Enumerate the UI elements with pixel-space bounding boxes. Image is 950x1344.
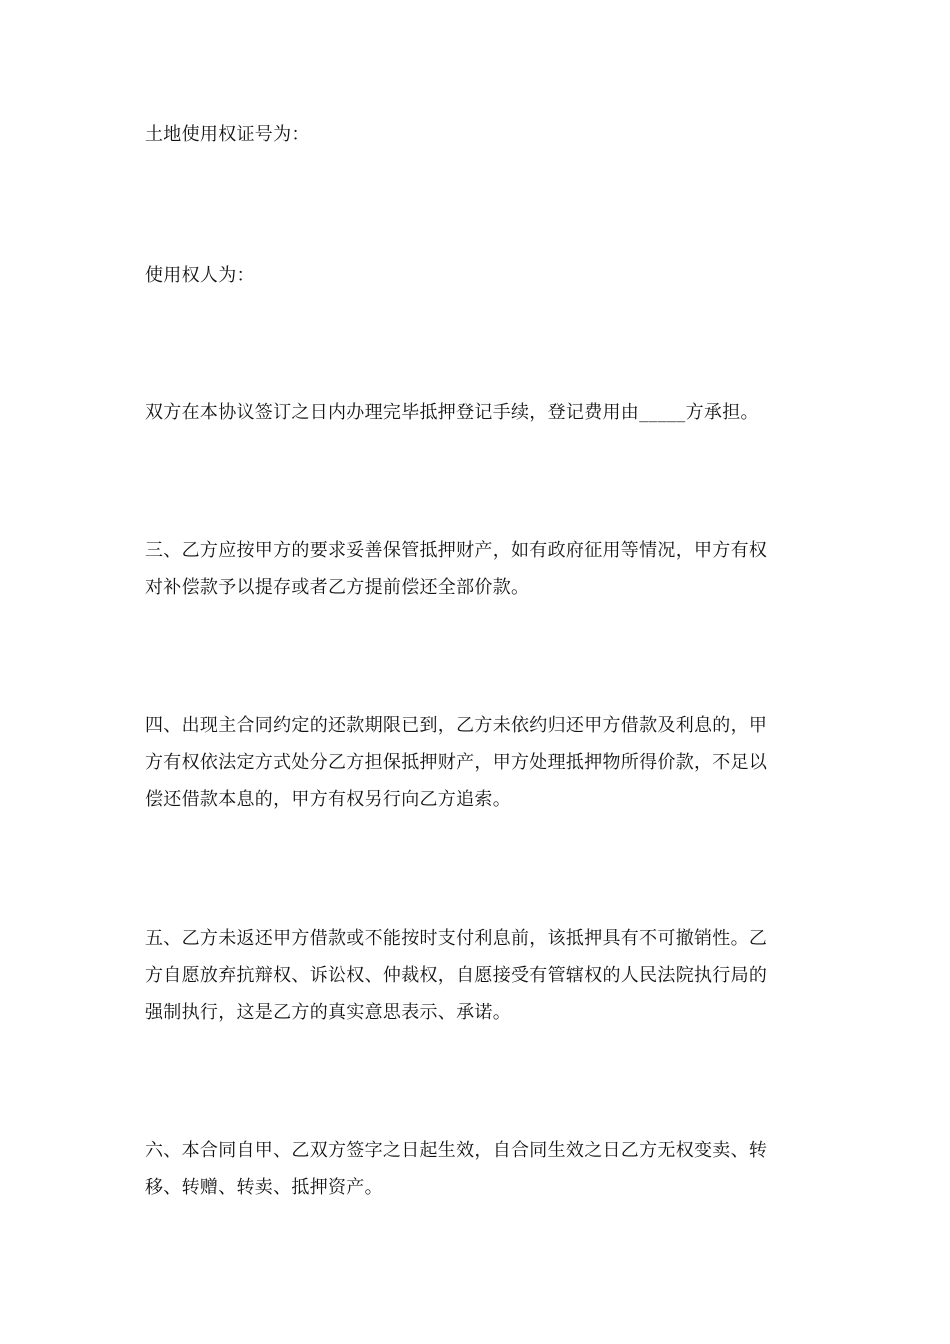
clause-four xyxy=(145,707,800,818)
text-line: 移、转赠、转卖、抵押资产。 xyxy=(145,1177,383,1198)
clause-three xyxy=(145,532,800,606)
clause-five xyxy=(145,920,800,1031)
text-line: 六、本合同自甲、乙双方签字之日起生效，自合同生效之日乙方无权变卖、转 xyxy=(145,1140,768,1161)
text-line: 五、乙方未返还甲方借款或不能按时支付利息前，该抵押具有不可撤销性。乙 xyxy=(145,928,768,949)
paragraph-land-use-certificate xyxy=(145,116,800,153)
text-line: 使用权人为： xyxy=(145,265,255,286)
text-line: 土地使用权证号为： xyxy=(145,124,310,145)
text-line: 双方在本协议签订之日内办理完毕抵押登记手续，登记费用由_____方承担。 xyxy=(145,402,759,423)
text-line: 对补偿款予以提存或者乙方提前偿还全部价款。 xyxy=(145,577,530,598)
paragraph-land-use-right-holder xyxy=(145,257,800,294)
text-line: 方有权依法定方式处分乙方担保抵押财产，甲方处理抵押物所得价款，不足以 xyxy=(145,752,768,773)
paragraph-mortgage-registration xyxy=(145,394,800,431)
text-line: 强制执行，这是乙方的真实意思表示、承诺。 xyxy=(145,1002,511,1023)
text-line: 方自愿放弃抗辩权、诉讼权、仲裁权，自愿接受有管辖权的人民法院执行局的 xyxy=(145,965,768,986)
text-line: 偿还借款本息的，甲方有权另行向乙方追索。 xyxy=(145,789,511,810)
text-line: 四、出现主合同约定的还款期限已到，乙方未依约归还甲方借款及利息的，甲 xyxy=(145,715,768,736)
clause-six xyxy=(145,1132,800,1206)
text-line: 三、乙方应按甲方的要求妥善保管抵押财产，如有政府征用等情况，甲方有权 xyxy=(145,540,768,561)
